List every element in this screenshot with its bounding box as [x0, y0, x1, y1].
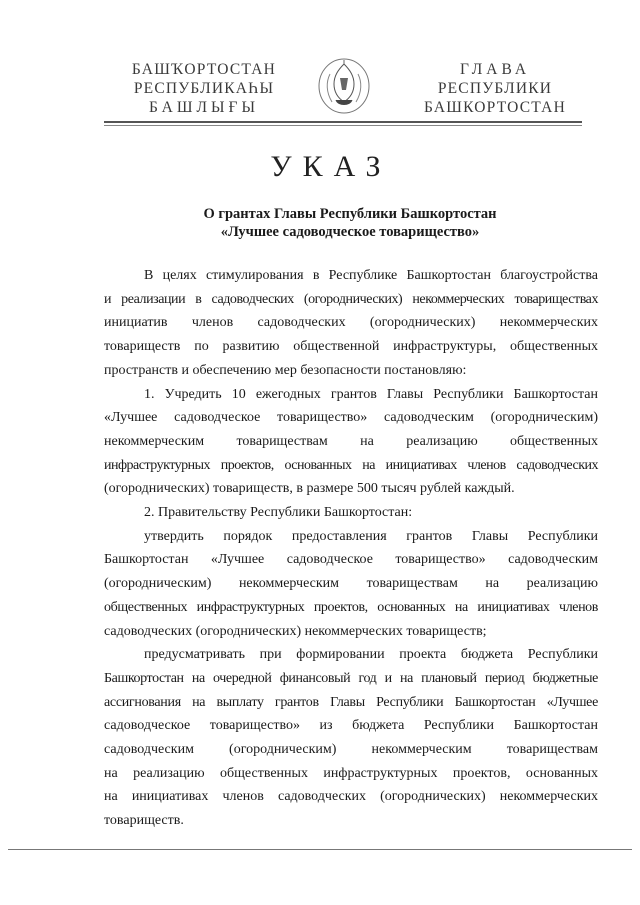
- header-left-line-3: БАШЛЫҒЫ: [148, 99, 260, 116]
- header-right: [420, 60, 570, 117]
- body-line: ассигнования на выплату грантов Главы Республики Башкортостан «Лучшее: [104, 694, 598, 710]
- subject-line-2: «Лучшее садоводческое товарищество»: [220, 224, 480, 240]
- body-line: (огородническим) некоммерческим товариществам на реализацию: [104, 576, 598, 592]
- body-line: товариществ.: [104, 813, 184, 829]
- header-left: [118, 60, 290, 117]
- document-body: [104, 264, 598, 833]
- body-line: утвердить порядок предоставления грантов Главы Республики: [144, 528, 598, 544]
- body-line: В целях стимулирования в Республике Башкортостан благоустройства: [144, 268, 598, 283]
- body-line: инфраструктурных проектов, основанных на инициативах членов садоводческих: [104, 457, 598, 473]
- body-line: товариществ по развитию общественной инфраструктуры, общественных: [104, 339, 598, 355]
- body-line: на реализацию общественных инфраструктурных проектов, основанных: [104, 765, 598, 781]
- body-line: садоводческое товарищество» из бюджета Республики Башкортостан: [104, 718, 598, 734]
- body-line: инициатив членов садоводческих (огороднических) некоммерческих: [104, 315, 598, 331]
- body-line: Башкортостан на очередной финансовый год и на плановый период бюджетные: [104, 670, 598, 686]
- body-line: садоводческим (огородническим) некоммерческим товариществам: [104, 742, 598, 758]
- body-line: Башкортостан «Лучшее садоводческое товарищество» садоводческим: [104, 552, 598, 568]
- subject-line-1: О грантах Главы Республики Башкортостан: [203, 206, 497, 222]
- body-line: общественных инфраструктурных проектов, основанных на инициативах членов: [104, 599, 598, 615]
- body-line: пространств и обеспечению мер безопасности постановляю:: [104, 362, 467, 378]
- header-right-line-1: ГЛАВА: [459, 61, 531, 78]
- body-line: на инициативах членов садоводческих (огороднических) некоммерческих: [104, 789, 598, 805]
- header-left-line-2: РЕСПУБЛИКАҺЫ: [133, 80, 275, 97]
- body-line: садоводческих (огороднических) некоммерческих товариществ;: [104, 623, 487, 639]
- header-right-line-3: БАШКОРТОСТАН: [424, 99, 566, 116]
- header-right-line-2: РЕСПУБЛИКИ: [437, 80, 553, 97]
- body-line: (огороднических) товариществ, в размере 500 тысяч рублей каждый.: [104, 481, 515, 497]
- document-type-title: УКАЗ: [270, 150, 392, 183]
- header-divider-thick: [104, 121, 582, 123]
- body-line: 2. Правительству Республики Башкортостан:: [144, 505, 413, 521]
- header-left-line-1: БАШҠОРТОСТАН: [131, 61, 277, 78]
- document-subject: [0, 205, 640, 241]
- coat-of-arms-emblem-icon: [316, 56, 372, 116]
- page-bottom-rule: [8, 849, 632, 850]
- header-divider-thin: [104, 125, 582, 126]
- body-line: 1. Учредить 10 ежегодных грантов Главы Республики Башкортостан: [144, 386, 598, 402]
- body-line: «Лучшее садоводческое товарищество» садоводческим (огородническим): [104, 410, 598, 426]
- body-line: некоммерческим товариществам на реализацию общественных: [104, 433, 598, 449]
- body-line: и реализации в садоводческих (огороднических) некоммерческих товариществах: [104, 291, 598, 307]
- body-line: предусматривать при формировании проекта бюджета Республики: [144, 647, 598, 663]
